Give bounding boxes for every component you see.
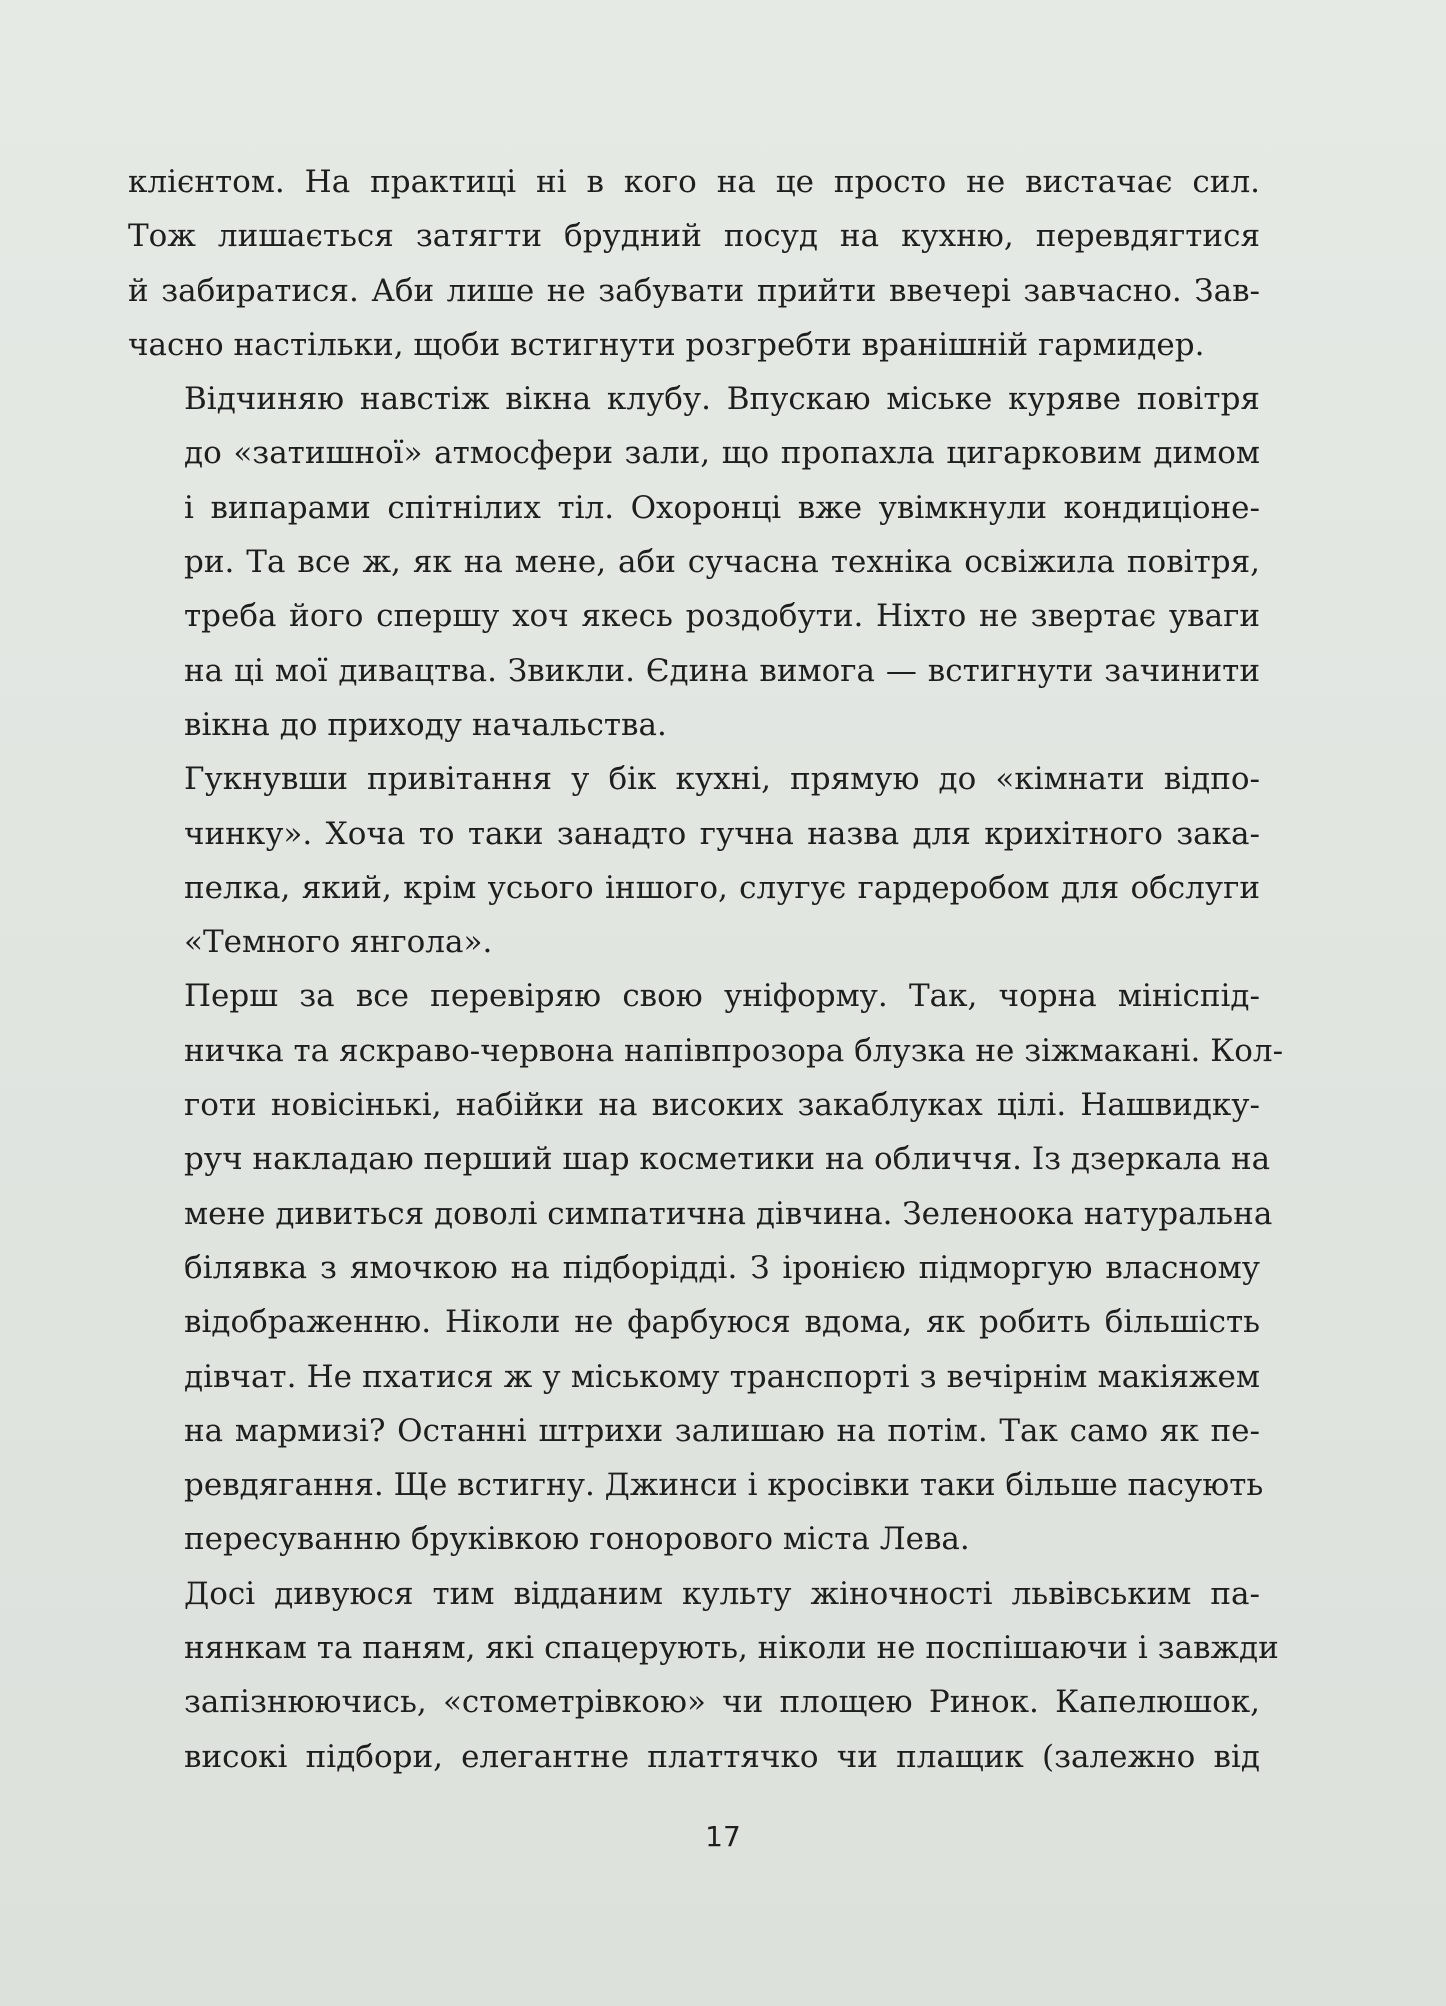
text-line: мене дивиться доволі симпатична дівчина. Зеленоока натуральна [184,1195,1273,1232]
paragraph-3 [128,752,1260,969]
paragraph-2 [128,372,1260,752]
text-line: нянкам та паням, які спацерують, ніколи не поспішаючи і завжди [184,1630,1279,1667]
text-line: чинку». Хоча то таки занадто гучна назва для крихітного зака- [184,815,1260,852]
text-line: клієнтом. На практиці ні в кого на це просто не вистачає сил. [128,164,1260,200]
text-line: ничка та яскраво-червона напівпрозора блузка не зіжмакані. Кол- [184,1032,1284,1069]
text-line: Тож лишається затягти брудний посуд на кухню, перевдягтися [128,218,1260,255]
text-line: руч накладаю перший шар косметики на обличчя. Із дзеркала на [184,1141,1271,1178]
text-line: ревдягання. Ще встигну. Джинси і кросівки таки більше пасують [184,1467,1264,1504]
text-line: Гукнувши привітання у бік кухні, прямую до «кімнати відпо- [184,761,1260,798]
page-number: 17 [705,1820,741,1853]
text-line: запізнюючись, «стометрівкою» чи площею Ринок. Капелюшок, [184,1684,1260,1721]
text-line: до «затишної» атмосфери зали, що пропахла цигарковим димом [184,435,1260,472]
text-line: і випарами спітнілих тіл. Охоронці вже увімкнули кондиціоне- [184,489,1260,526]
text-line: «Темного янгола». [184,924,493,961]
text-line: Перш за все перевіряю свою уніформу. Так, чорна мініспід- [184,978,1260,1015]
text-line: часно настільки, щоби встигнути розгребти вранішній гармидер. [128,326,1205,363]
text-line: й забиратися. Аби лише не забувати прийти ввечері завчасно. Зав- [128,272,1260,309]
text-line: дівчат. Не пхатися ж у міському транспорті з вечірнім макіяжем [184,1358,1260,1395]
text-line: білявка з ямочкою на підборідді. З іронією підморгую власному [184,1249,1260,1286]
text-line: ри. Та все ж, як на мене, аби сучасна техніка освіжила повітря, [184,544,1260,581]
paragraph-5 [128,1567,1279,1784]
paragraph-4 [128,969,1284,1566]
body-text [128,155,1284,1784]
text-line: треба його спершу хоч якесь роздобути. Ніхто не звертає уваги [184,598,1260,635]
text-line: пересуванню бруківкою гонорового міста Лева. [184,1521,970,1558]
text-line: Досі дивуюся тим відданим культу жіночності львівським па- [184,1575,1260,1612]
text-line: високі підбори, елегантне платтячко чи плащик (залежно від [184,1738,1260,1775]
text-line: готи новісінькі, набійки на високих закаблуках цілі. Нашвидку- [184,1087,1260,1124]
paragraph-1 [128,155,1260,372]
text-line: на мармизі? Останні штрихи залишаю на потім. Так само як пе- [184,1412,1260,1449]
text-line: Відчиняю навстіж вікна клубу. Впускаю міське куряве повітря [184,381,1260,418]
text-line: на ці мої дивацтва. Звикли. Єдина вимога — встигнути зачинити [184,652,1260,689]
text-line: пелка, який, крім усього іншого, слугує гардеробом для обслуги [184,869,1260,906]
text-line: відображенню. Ніколи не фарбуюся вдома, як робить більшість [184,1304,1260,1341]
text-line: вікна до приходу начальства. [184,706,667,743]
